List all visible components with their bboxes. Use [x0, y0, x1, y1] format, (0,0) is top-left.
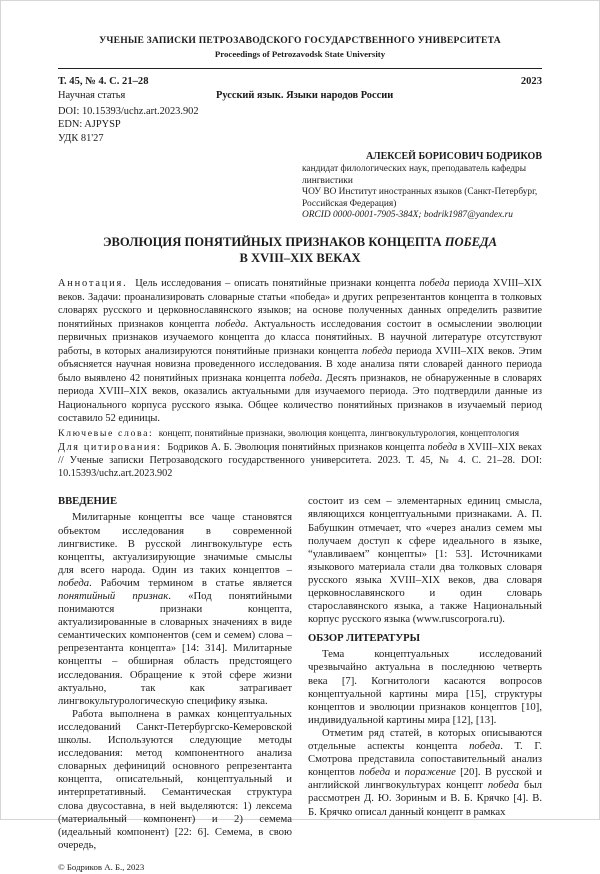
doi: DOI: 10.15393/uchz.art.2023.902 [58, 105, 199, 117]
citation-label: Для цитирования: [58, 441, 162, 453]
header-rule [58, 68, 542, 69]
continuation-paragraph: состоит из сем – элементарных единиц смысла, являющихся концептуальными признаками. А. П. Бабушкин отмечает, что «через анализ семем мы получаем доступ к сфере идеального в языке, “улавливаем” концепты» [1: 53]. Источниками языкового материала стали два толковых словаря русского языка XVIII–XIX веков, два словаря церковнославянского и один словарь старославянского языка, а также Национальный корпус русского языка (www.ruscorpora.ru). [308, 495, 542, 626]
keywords [58, 428, 542, 440]
article-title-line1: ЭВОЛЮЦИЯ ПОНЯТИЙНЫХ ПРИЗНАКОВ КОНЦЕПТА ПОБЕДА [102, 235, 498, 250]
author-orcid: ORCID 0000-0001-7905-384X; bodrik1987@yandex.ru [302, 210, 513, 221]
left-column [58, 495, 292, 874]
review-heading: ОБЗОР ЛИТЕРАТУРЫ [308, 633, 421, 645]
article-title-line2: В XVIII–XIX ВЕКАХ [239, 250, 361, 265]
author-name: АЛЕКСЕЙ БОРИСОВИЧ БОДРИКОВ [365, 150, 542, 162]
author-block [302, 151, 542, 223]
author-degree: кандидат филологических наук, преподаватель кафедры лингвистики [302, 164, 527, 186]
edn: EDN: AJPYSP [58, 119, 121, 130]
abstract [58, 277, 542, 426]
copyright-note: © Бодриков А. Б., 2023 [58, 861, 145, 872]
year: 2023 [520, 76, 542, 87]
intro-paragraph-1: Милитарные концепты все чаще становятся объектом исследования в современной лингвистике. В русской лингвокультуре есть концепты, актуализирующие значимые смыслы для всего народа. Один из таких концептов – победа. Рабочим термином в статье является понятийный признак. «Под понятийными понимаются признаки концепта, актуализированные в словарных значениях в виде семантических компонентов (сем и семем) слова – репрезентанта концепта» [14: 314]. Милитарные концепты – обширная область предстоящего исследования. Обращение к этой сфере жизни актуально, так как затрагивает лингвокультурологическую специфику языка. [58, 511, 292, 707]
keywords-label: Ключевые слова: [58, 427, 154, 439]
intro-paragraph-2: Работа выполнена в рамках концептуальных исследований Санкт-Петербургско-Кемеровской школы. Используются следующие методы исследования: метод компонентного анализа словарных дефиниций основного репрезентанта концепта, описательный, концептуальный и интерпретативный. Семантическая структура слова двусоставна, в ней выделяются: 1) лексема (материальный компонент) и 2) семема (идеальный компонент) [22: 6]. Семема, в свою очередь, [58, 707, 292, 851]
author-affiliation: ЧОУ ВО Институт иностранных языков (Санкт-Петербург, Российская Федерация) [302, 187, 538, 209]
volume-info: Т. 45, № 4. С. 21–28 [58, 76, 149, 87]
citation-text: Бодриков А. Б. Эволюция понятийных признаков концепта победа в XVIII–XIX веках // Ученые записки Петрозаводского государственного университета. 2023. Т. 45, № 4. С. 21–28. DOI: 10.15393/uchz.art.2023.902 [58, 441, 542, 479]
type-row [58, 90, 542, 103]
abstract-label: Аннотация. [58, 278, 128, 290]
intro-heading: ВВЕДЕНИЕ [58, 496, 118, 508]
journal-title-ru: УЧЕНЫЕ ЗАПИСКИ ПЕТРОЗАВОДСКОГО ГОСУДАРСТВЕННОГО УНИВЕРСИТЕТА [99, 35, 501, 46]
article-type: Научная статья [58, 90, 126, 101]
issue-row [58, 76, 542, 87]
udc: УДК 81'27 [58, 132, 104, 144]
section-title: Русский язык. Языки народов России [216, 90, 394, 101]
keywords-text: концепт, понятийные признаки, эволюция концепта, лингвокультурология, концептология [158, 428, 520, 439]
right-column [308, 495, 542, 874]
review-paragraph-2: Отметим ряд статей, в которых описываются отдельные аспекты концепта победа. Т. Г. Смотрова представила сопоставительный анализ концептов победа и поражение [20]. В русской и английской лингвокультурах концепт победа был рассмотрен Д. Ю. Зориным и В. Б. Крячко [4]. В. Б. Крячко описал данный концепт в рамках [308, 726, 542, 818]
abstract-text: Цель исследования – описать понятийные признаки концепта победа периода XVIII–XIX веков. Задачи: проанализировать словарные статьи «победа» и других репрезентантов концепта в толковых словарях русского и церковнославянского языков; на основе полученных данных определить развитие понятийных признаков концепта победа. Актуальность исследования состоит в осмыслении эволюции первичных признаков изучаемого концепта до класса понятийных. В научной литературе отсутствуют работы, в которых анализируются понятийные признаки концепта победа периода XVIII–XIX веков. Этим объясняется научная новизна проведенного исследования. В ходе анализа пяти словарей данного периода было выявлено 42 понятийных признака концепта победа. Десять признаков, не обнаруженные в словарях периода XVIII–XIX веков, оказались актуальными для изучаемого периода. Это подтвердили данные из Национального корпуса русского языка. Общее количество понятийных признаков в изучаемый период составило 52 единицы. [58, 278, 542, 425]
body-columns [58, 495, 542, 874]
review-paragraph-1: Тема концептуальных исследований чрезвычайно актуальна в последнюю четверть века [7]. Когнитологи касаются вопросов концептуальной картины мира [15], структуры концептов и эволюции признаков концептов [10], индивидуальной картины мира [12], [13]. [308, 648, 542, 726]
citation [58, 442, 542, 480]
article-title [58, 235, 542, 266]
journal-title-en: Proceedings of Petrozavodsk State University [214, 49, 386, 59]
